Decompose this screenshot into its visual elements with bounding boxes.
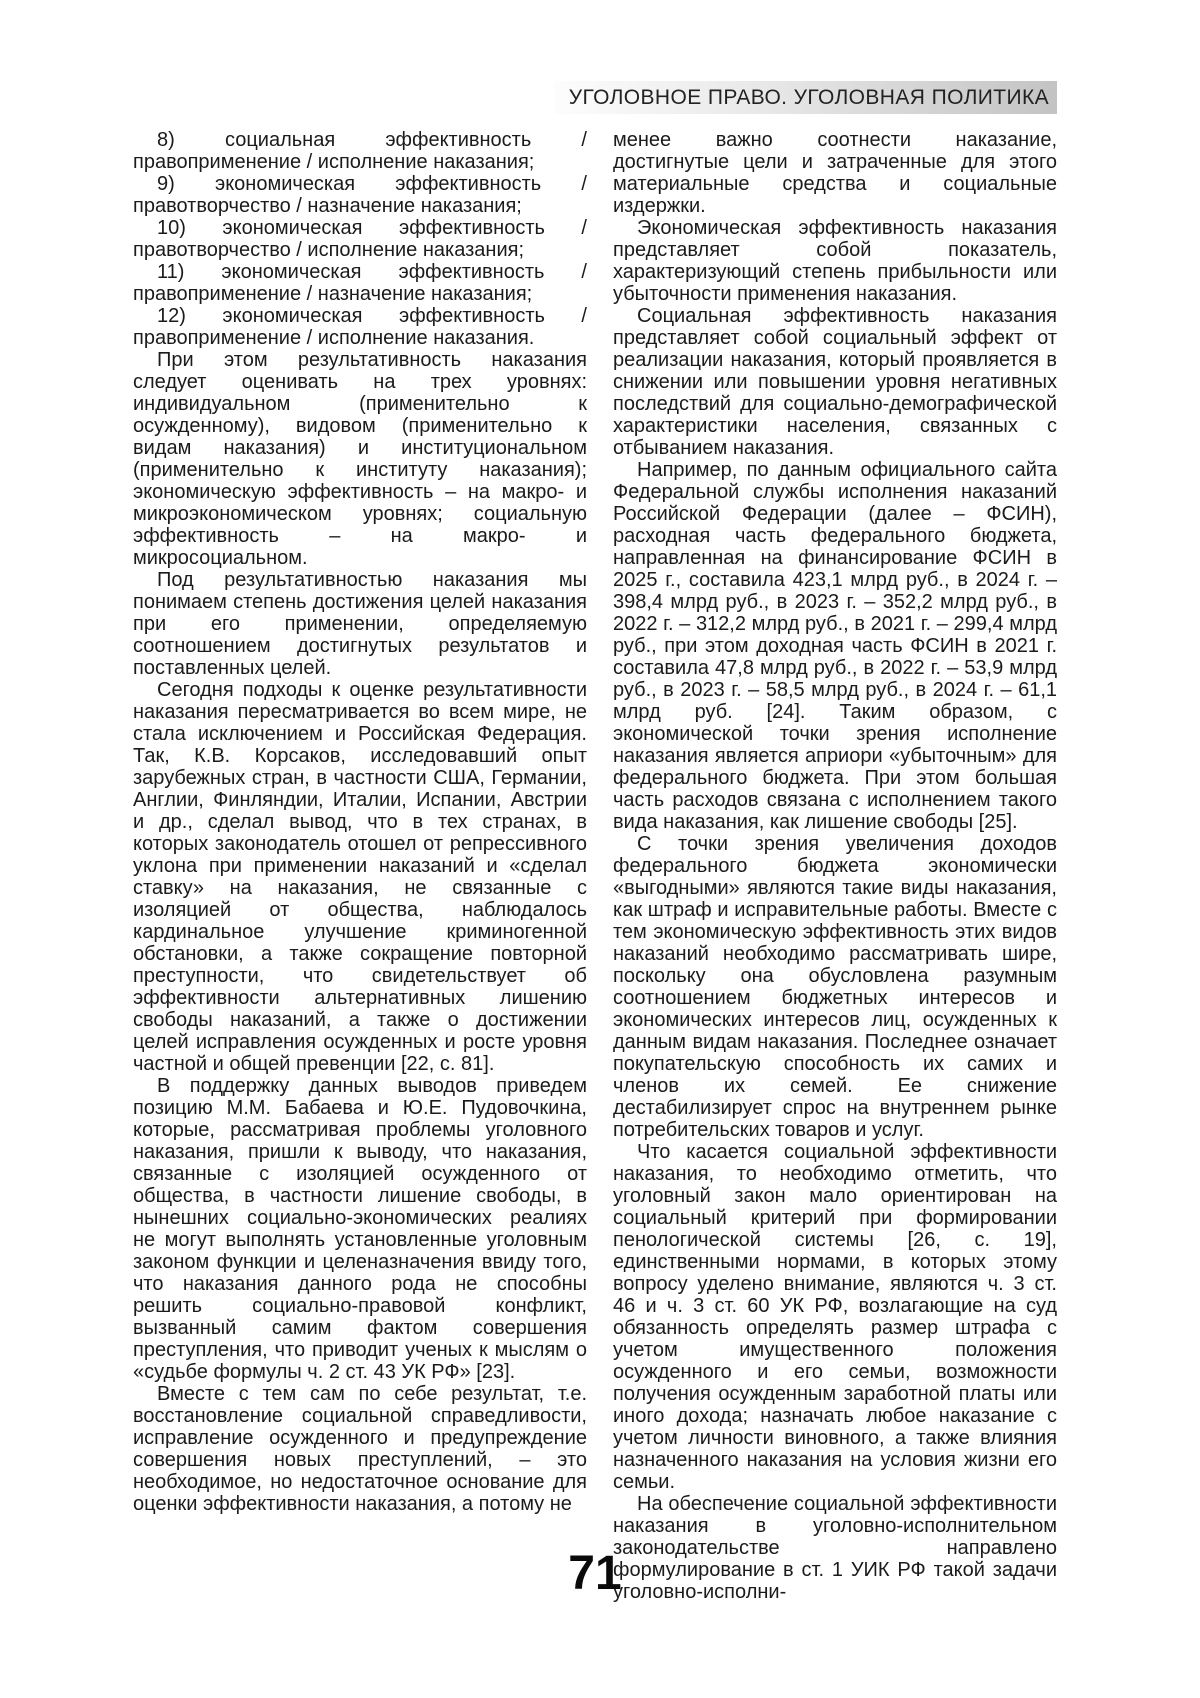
paragraph: Социальная эффективность наказания представляет собой социальный эффект от реализации наказания, который проявляется в снижении или повышении уровня негативных последствий для социально-демографической характеристики населения, связанных с отбыванием наказания. <box>613 305 1057 459</box>
paragraph: 9) экономическая эффективность / правотворчество / назначение наказания; <box>133 173 587 217</box>
paragraph: 10) экономическая эффективность / правотворчество / исполнение наказания; <box>133 217 587 261</box>
paragraph: Сегодня подходы к оценке результативности наказания пересматривается во всем мире, не стала исключением и Российская Федерация. Так, К.В. Корсаков, исследовавший опыт зарубежных стран, в частности США, Германии, Англии, Финляндии, Италии, Испании, Австрии и др., сделал вывод, что в тех странах, в которых законодатель отошел от репрессивного уклона при применении наказаний и «сделал ставку» на наказания, не связанные с изоляцией от общества, наблюдалось кардинальное улучшение криминогенной обстановки, а также сокращение повторной преступности, что свидетельствует об эффективности альтернативных лишению свободы наказаний, а также о достижении целей исправления осужденных и росте уровня частной и общей превенции [22, с. 81]. <box>133 679 587 1075</box>
paragraph: Что касается социальной эффективности наказания, то необходимо отметить, что уголовный закон мало ориентирован на социальный критерий при формировании пенологической системы [26, с. 19], единственными нормами, в которых этому вопросу уделено внимание, являются ч. 3 ст. 46 и ч. 3 ст. 60 УК РФ, возлагающие на суд обязанность определять размер штрафа с учетом имущественного положения осужденного и его семьи, возможности получения осужденным заработной платы или иного дохода; назначать любое наказание с учетом личности виновного, а также влияния назначенного наказания на условия жизни его семьи. <box>613 1141 1057 1493</box>
paragraph: менее важно соотнести наказание, достигнутые цели и затраченные для этого материальные средства и социальные издержки. <box>613 129 1057 217</box>
right-column <box>613 129 1057 1603</box>
paragraph: С точки зрения увеличения доходов федерального бюджета экономически «выгодными» являются такие виды наказания, как штраф и исправительные работы. Вместе с тем экономическую эффективность этих видов наказаний необходимо рассматривать шире, поскольку она обусловлена разумным соотношением бюджетных интересов и экономических интересов лиц, осужденных к данным видам наказания. Последнее означает покупательскую способность их самих и членов их семей. Ее снижение дестабилизирует спрос на внутреннем рынке потребительских товаров и услуг. <box>613 833 1057 1141</box>
paragraph: Экономическая эффективность наказания представляет собой показатель, характеризующий степень прибыльности или убыточности применения наказания. <box>613 217 1057 305</box>
running-head <box>554 81 1057 114</box>
paragraph: 8) социальная эффективность / правоприменение / исполнение наказания; <box>133 129 587 173</box>
section-title: УГОЛОВНОЕ ПРАВО. УГОЛОВНАЯ ПОЛИТИКА <box>568 85 1049 109</box>
paragraph: Вместе с тем сам по себе результат, т.е. восстановление социальной справедливости, исправление осужденного и предупреждение совершения новых преступлений, – это необходимое, но недостаточное основание для оценки эффективности наказания, а потому не <box>133 1383 587 1515</box>
paragraph: На обеспечение социальной эффективности наказания в уголовно-исполнительном законодательстве направлено формулирование в ст. 1 УИК РФ такой задачи уголовно-исполни- <box>613 1493 1057 1603</box>
paragraph: 11) экономическая эффективность / правоприменение / назначение наказания; <box>133 261 587 305</box>
paragraph: 12) экономическая эффективность / правоприменение / исполнение наказания. <box>133 305 587 349</box>
left-column <box>133 129 587 1603</box>
page-number: 71 <box>568 1547 622 1600</box>
paragraph: В поддержку данных выводов приведем позицию М.М. Бабаева и Ю.Е. Пудовочкина, которые, рассматривая проблемы уголовного наказания, пришли к выводу, что наказания, связанные с изоляцией осужденного от общества, в частности лишение свободы, в нынешних социально-экономических реалиях не могут выполнять установленные уголовным законом функции и целеназначения ввиду того, что наказания данного рода не способны решить социально-правовой конфликт, вызванный самим фактом совершения преступления, что приводит ученых к мыслям о «судьбе формулы ч. 2 ст. 43 УК РФ» [23]. <box>133 1075 587 1383</box>
paragraph: Под результативностью наказания мы понимаем степень достижения целей наказания при его применении, определяемую соотношением достигнутых результатов и поставленных целей. <box>133 569 587 679</box>
article-body <box>133 129 1057 1603</box>
paragraph: Например, по данным официального сайта Федеральной службы исполнения наказаний Российской Федерации (далее – ФСИН), расходная часть федерального бюджета, направленная на финансирование ФСИН в 2025 г., составила 423,1 млрд руб., в 2024 г. – 398,4 млрд руб., в 2023 г. – 352,2 млрд руб., в 2022 г. – 312,2 млрд руб., в 2021 г. – 299,4 млрд руб., при этом доходная часть ФСИН в 2021 г. составила 47,8 млрд руб., в 2022 г. – 53,9 млрд руб., в 2023 г. – 58,5 млрд руб., в 2024 г. – 61,1 млрд руб. [24]. Таким образом, с экономической точки зрения исполнение наказания является априори «убыточным» для федерального бюджета. При этом большая часть расходов связана с исполнением такого вида наказания, как лишение свободы [25]. <box>613 459 1057 833</box>
paragraph: При этом результативность наказания следует оценивать на трех уровнях: индивидуальном (применительно к осужденному), видовом (применительно к видам наказания) и институциональном (применительно к институту наказания); экономическую эффективность – на макро- и микроэкономическом уровнях; социальную эффективность – на макро- и микросоциальном. <box>133 349 587 569</box>
